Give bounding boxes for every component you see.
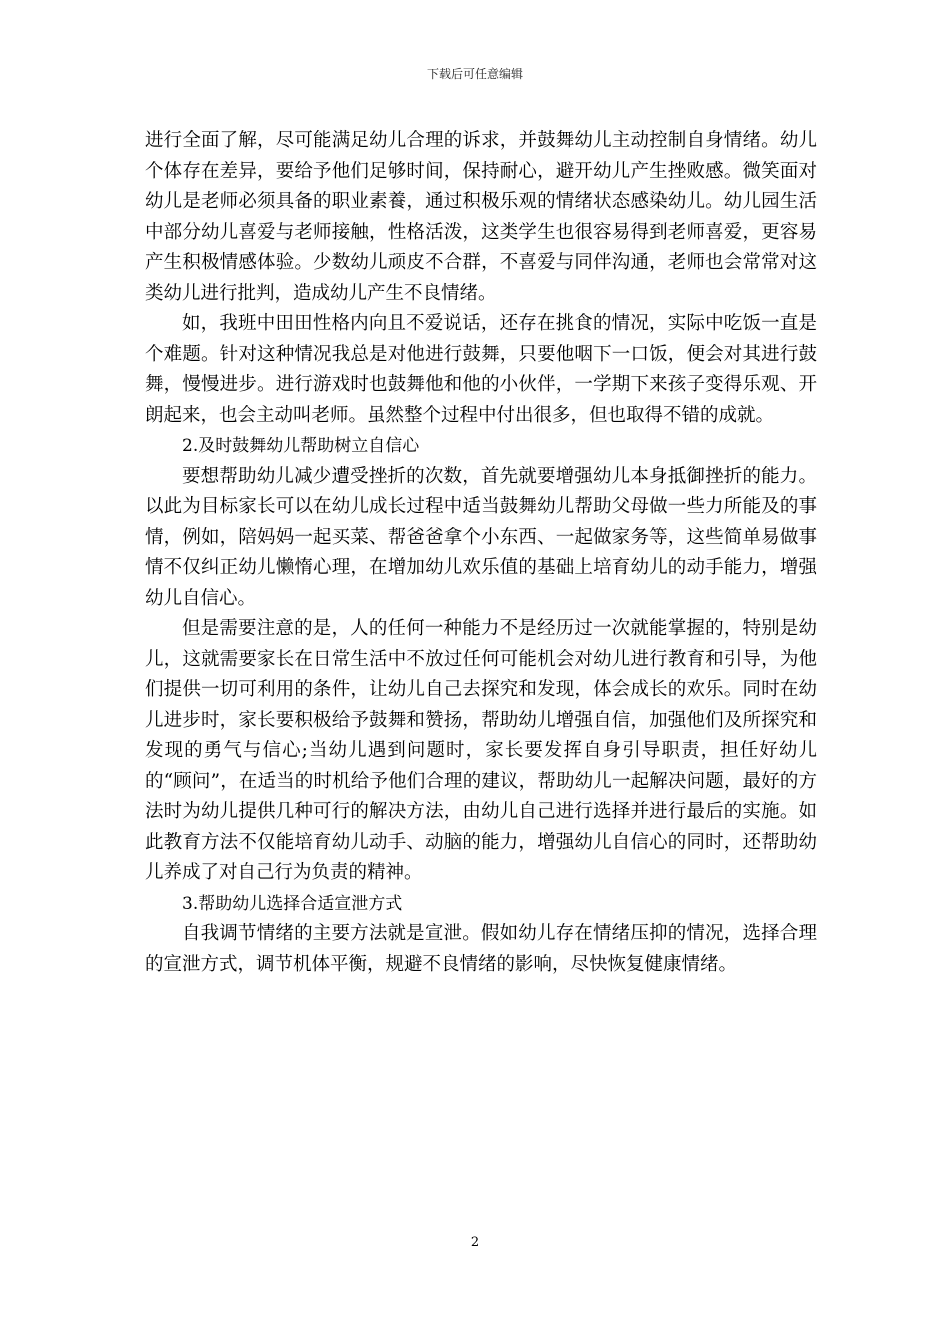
page-number: 2 bbox=[470, 1235, 480, 1250]
section-heading-2: 2.及时鼓舞幼儿帮助树立自信心 bbox=[182, 436, 420, 456]
page-header: 下载后可任意编辑 bbox=[426, 67, 523, 81]
paragraph-example: 如，我班中田田性格内向且不爱说话，还存在挑食的情况，实际中吃饭一直是个难题。针对这种情况我总是对他进行鼓舞，只要他咽下一口饭，便会对其进行鼓舞，慢慢进步。进行游戏时也鼓舞他和他的小伙伴，一学期下来孩子变得乐观、开朗起来，也会主动叫老师。虽然整个过程中付出很多，但也取得不错的成就。 bbox=[145, 313, 817, 426]
paragraph-guidance: 但是需要注意的是，人的任何一种能力不是经历过一次就能掌握的，特别是幼儿，这就需要家长在日常生活中不放过任何可能机会对幼儿进行教育和引导，为他们提供一切可利用的条件，让幼儿自己去探究和发现，体会成长的欢乐。同时在幼儿进步时，家长要积极给予鼓舞和赞扬，帮助幼儿增强自信，加强他们及所探究和发现的勇气与信心;当幼儿遇到问题时，家长要发挥自身引导职责，担任好幼儿的“顾问”，在适当的时机给予他们合理的建议，帮助幼儿一起解决问题，最好的方法时为幼儿提供几种可行的解决方法，由幼儿自己进行选择并进行最后的实施。如此教育方法不仅能培育幼儿动手、动脑的能力，增强幼儿自信心的同时，还帮助幼儿养成了对自己行为负责的精神。 bbox=[145, 618, 817, 883]
document-body bbox=[145, 126, 817, 980]
paragraph-continuation: 进行全面了解，尽可能满足幼儿合理的诉求，并鼓舞幼儿主动控制自身情绪。幼儿个体存在差异，要给予他们足够时间，保持耐心，避开幼儿产生挫败感。微笑面对幼儿是老师必须具备的职业素養，通过积极乐观的情绪状态感染幼儿。幼儿园生活中部分幼儿喜爱与老师接触，性格活泼，这类学生也很容易得到老师喜爱，更容易产生积极情感体验。少数幼儿顽皮不合群，不喜爱与同伴沟通，老师也会常常对这类幼儿进行批判，造成幼儿产生不良情绪。 bbox=[145, 130, 817, 304]
paragraph-confidence: 要想帮助幼儿减少遭受挫折的次数，首先就要增强幼儿本身抵御挫折的能力。以此为目标家长可以在幼儿成长过程中适当鼓舞幼儿帮助父母做一些力所能及的事情，例如，陪妈妈一起买菜、帮爸爸拿个小东西、一起做家务等，这些简单易做事情不仅纠正幼儿懒惰心理，在增加幼儿欢乐值的基础上培育幼儿的动手能力，增强幼儿自信心。 bbox=[145, 465, 817, 609]
paragraph-venting: 自我调节情绪的主要方法就是宣泄。假如幼儿存在情绪压抑的情况，选择合理的宣泄方式，调节机体平衡，规避不良情绪的影响，尽快恢复健康情绪。 bbox=[145, 923, 817, 975]
section-heading-3: 3.帮助幼儿选择合适宣泄方式 bbox=[182, 893, 403, 914]
